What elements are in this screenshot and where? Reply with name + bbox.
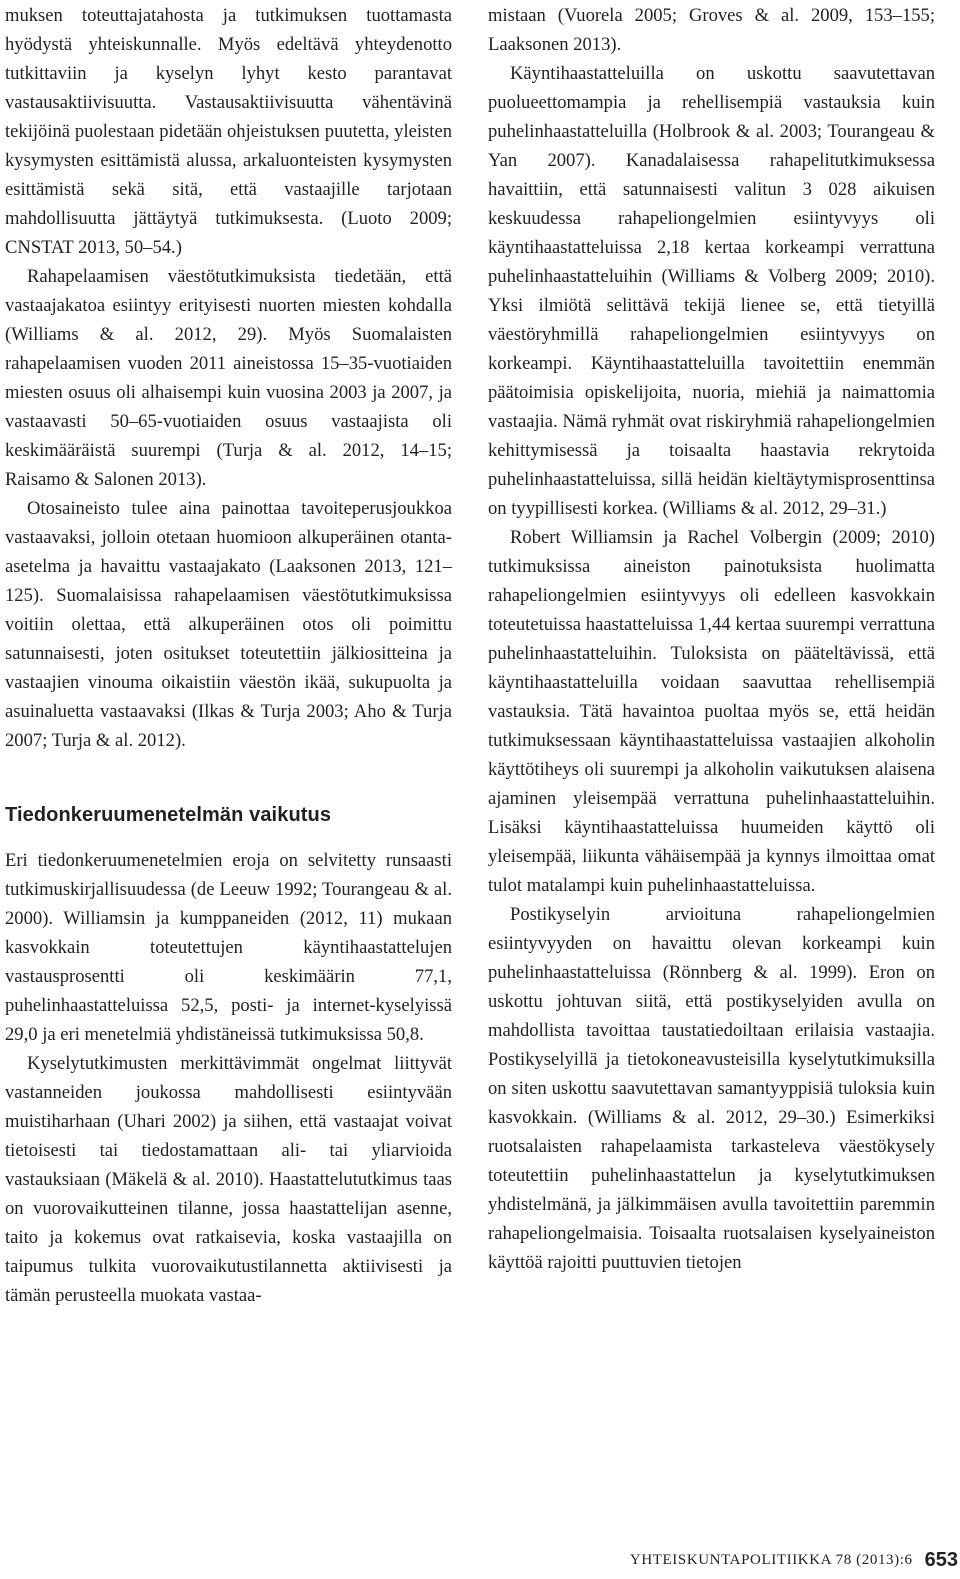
paragraph: Käyntihaastatteluilla on uskottu saavutettavan puolueettomampia ja rehellisempiä vastauksia kuin puhelinhaastatteluilla (Holbrook & al. 2003; Tourangeau & Yan 2007). Kanadalaisessa rahapelitutkimuksessa havaittiin, että satunnaisesti valitun 3 028 aikuisen keskuudessa rahapeliongelmien esiintyvyys oli käyntihaastatteluissa 2,18 kertaa korkeampi verrattuna puhelinhaastatteluihin (Williams & Volberg 2009; 2010). Yksi ilmiötä selittävä tekijä lienee se, että tietyillä väestöryhmillä rahapeliongelmien esiintyvyys on korkeampi. Käyntihaastatteluilla tavoitettiin enemmän päätoimisia opiskelijoita, nuoria, miehiä ja naimattomia vastaajia. Nämä ryhmät ovat riskiryhmiä rahapeliongelmien kehittymisessä ja toisaalta haastavia rekrytoida puhelinhaastatteluissa, sillä heidän kieltäytymisprosenttinsa on tyypillisesti korkea. (Williams & al. 2012, 29–31.)	[488, 63, 935, 519]
right-column	[488, 1, 935, 1277]
page-number: 653	[924, 1548, 958, 1571]
paragraph: muksen toteuttajatahosta ja tutkimuksen tuottamasta hyödystä yhteiskunnalle. Myös edeltävä yhteydenotto tutkittaviin ja kyselyn lyhyt kesto parantavat vastausaktiivisuutta. Vastausaktiivisuutta vähentävinä tekijöinä puolestaan pidetään ohjeistuksen puutetta, yleisten kysymysten esittämistä alussa, arkaluonteisten kysymysten esittämistä sekä sitä, että vastaajille tarjotaan mahdollisuutta jättäytyä tutkimuksesta. (Luoto 2009; CNSTAT 2013, 50–54.)	[5, 5, 452, 258]
paragraph: mistaan (Vuorela 2005; Groves & al. 2009, 153–155; Laaksonen 2013).	[488, 5, 935, 55]
left-column	[5, 1, 452, 1310]
paragraph: Kyselytutkimusten merkittävimmät ongelmat liittyvät vastanneiden joukossa mahdollisesti esiintyvään muistiharhaan (Uhari 2002) ja siihen, että vastaajat voivat tietoisesti tai tiedostamattaan ali- tai yliarvioida vastauksiaan (Mäkelä & al. 2010). Haastattelututkimus taas on vuorovaikutteinen tilanne, jossa haastattelijan asenne, taito ja kokemus ovat ratkaisevia, koska vastaajilla on taipumus tulkita vuorovaikutustilannetta aktiivisesti ja tämän perusteella muokata vastaa-	[5, 1053, 452, 1306]
paragraph: Eri tiedonkeruumenetelmien eroja on selvitetty runsaasti tutkimuskirjallisuudessa (de Leeuw 1992; Tourangeau & al. 2000). Williamsin ja kumppaneiden (2012, 11) mukaan kasvokkain toteutettujen käyntihaastattelujen vastausprosentti oli keskimäärin 77,1, puhelinhaastatteluissa 52,5, posti- ja internet-kyselyissä 29,0 ja eri menetelmiä yhdistäneissä tutkimuksissa 50,8.	[5, 850, 452, 1045]
section-heading: Tiedonkeruumenetelmän vaikutus	[5, 804, 332, 826]
paragraph: Postikyselyin arvioituna rahapeliongelmien esiintyvyyden on havaittu olevan korkeampi kuin puhelinhaastatteluissa (Rönnberg & al. 1999). Eron on uskottu johtuvan siitä, että postikyselyiden avulla on mahdollista tavoittaa taustatiedoiltaan erilaisia vastaajia. Postikyselyillä ja tietokoneavusteisilla kyselytutkimuksilla on siten uskottu saavutettavan samantyyppisiä tuloksia kuin kasvokkain. (Williams & al. 2012, 29–30.) Esimerkiksi ruotsalaisten rahapelaamista tarkasteleva väestökysely toteutettiin puhelinhaastattelun ja kyselytutkimuksen yhdistelmänä, ja jälkimmäisen avulla tavoitettiin paremmin rahapeliongelmaisia. Toisaalta ruotsalaisen kyselyaineiston käyttöä rajoitti puuttuvien tietojen	[488, 904, 935, 1273]
paragraph: Robert Williamsin ja Rachel Volbergin (2009; 2010) tutkimuksissa aineiston painotuksista huolimatta rahapeliongelmien esiintyvyys oli edelleen kasvokkain toteutetuissa haastatteluissa 1,44 kertaa suurempi verrattuna puhelinhaastatteluihin. Tuloksista on pääteltävissä, että käyntihaastatteluilla voidaan saavuttaa rehellisempiä vastauksia. Tätä havaintoa puoltaa myös se, että heidän tutkimuksessaan käyntihaastatteluissa vastaajien alkoholin käyttötiheys oli suurempi ja alkoholin vaikutuksen alaisena ajaminen yleisempää verrattuna puhelinhaastatteluihin. Lisäksi käyntihaastatteluissa huumeiden käyttö oli yleisempää, liikunta vähäisempää ja kynnys ilmoittaa omat tulot matalampi kuin puhelinhaastatteluissa.	[488, 527, 935, 896]
paragraph: Rahapelaamisen väestötutkimuksista tiedetään, että vastaajakatoa esiintyy erityisesti nuorten miesten kohdalla (Williams & al. 2012, 29). Myös Suomalaisten rahapelaamisen vuoden 2011 aineistossa 15–35-vuotiaiden miesten osuus oli alhaisempi kuin vuosina 2003 ja 2007, ja vastaavasti 50–65-vuotiaiden osuus vastaajista oli keskimääräistä suurempi (Turja & al. 2012, 14–15; Raisamo & Salonen 2013).	[5, 266, 452, 490]
page-footer	[540, 1545, 958, 1575]
journal-name: YHTEISKUNTAPOLITIIKKA 78 (2013):6	[629, 1551, 913, 1568]
paragraph: Otosaineisto tulee aina painottaa tavoiteperusjoukkoa vastaavaksi, jolloin otetaan huomioon alkuperäinen otanta-asetelma ja havaittu vastaajakato (Laaksonen 2013, 121–125). Suomalaisissa rahapelaamisen väestötutkimuksissa voitiin olettaa, että alkuperäinen otos oli poimittu satunnaisesti, joten ositukset toteutettiin jälkiositteina ja vastaajien vinouma oikaistiin väestön ikää, sukupuolta ja asuinaluetta vastaavaksi (Ilkas & Turja 2003; Aho & Turja 2007; Turja & al. 2012).	[5, 498, 452, 751]
